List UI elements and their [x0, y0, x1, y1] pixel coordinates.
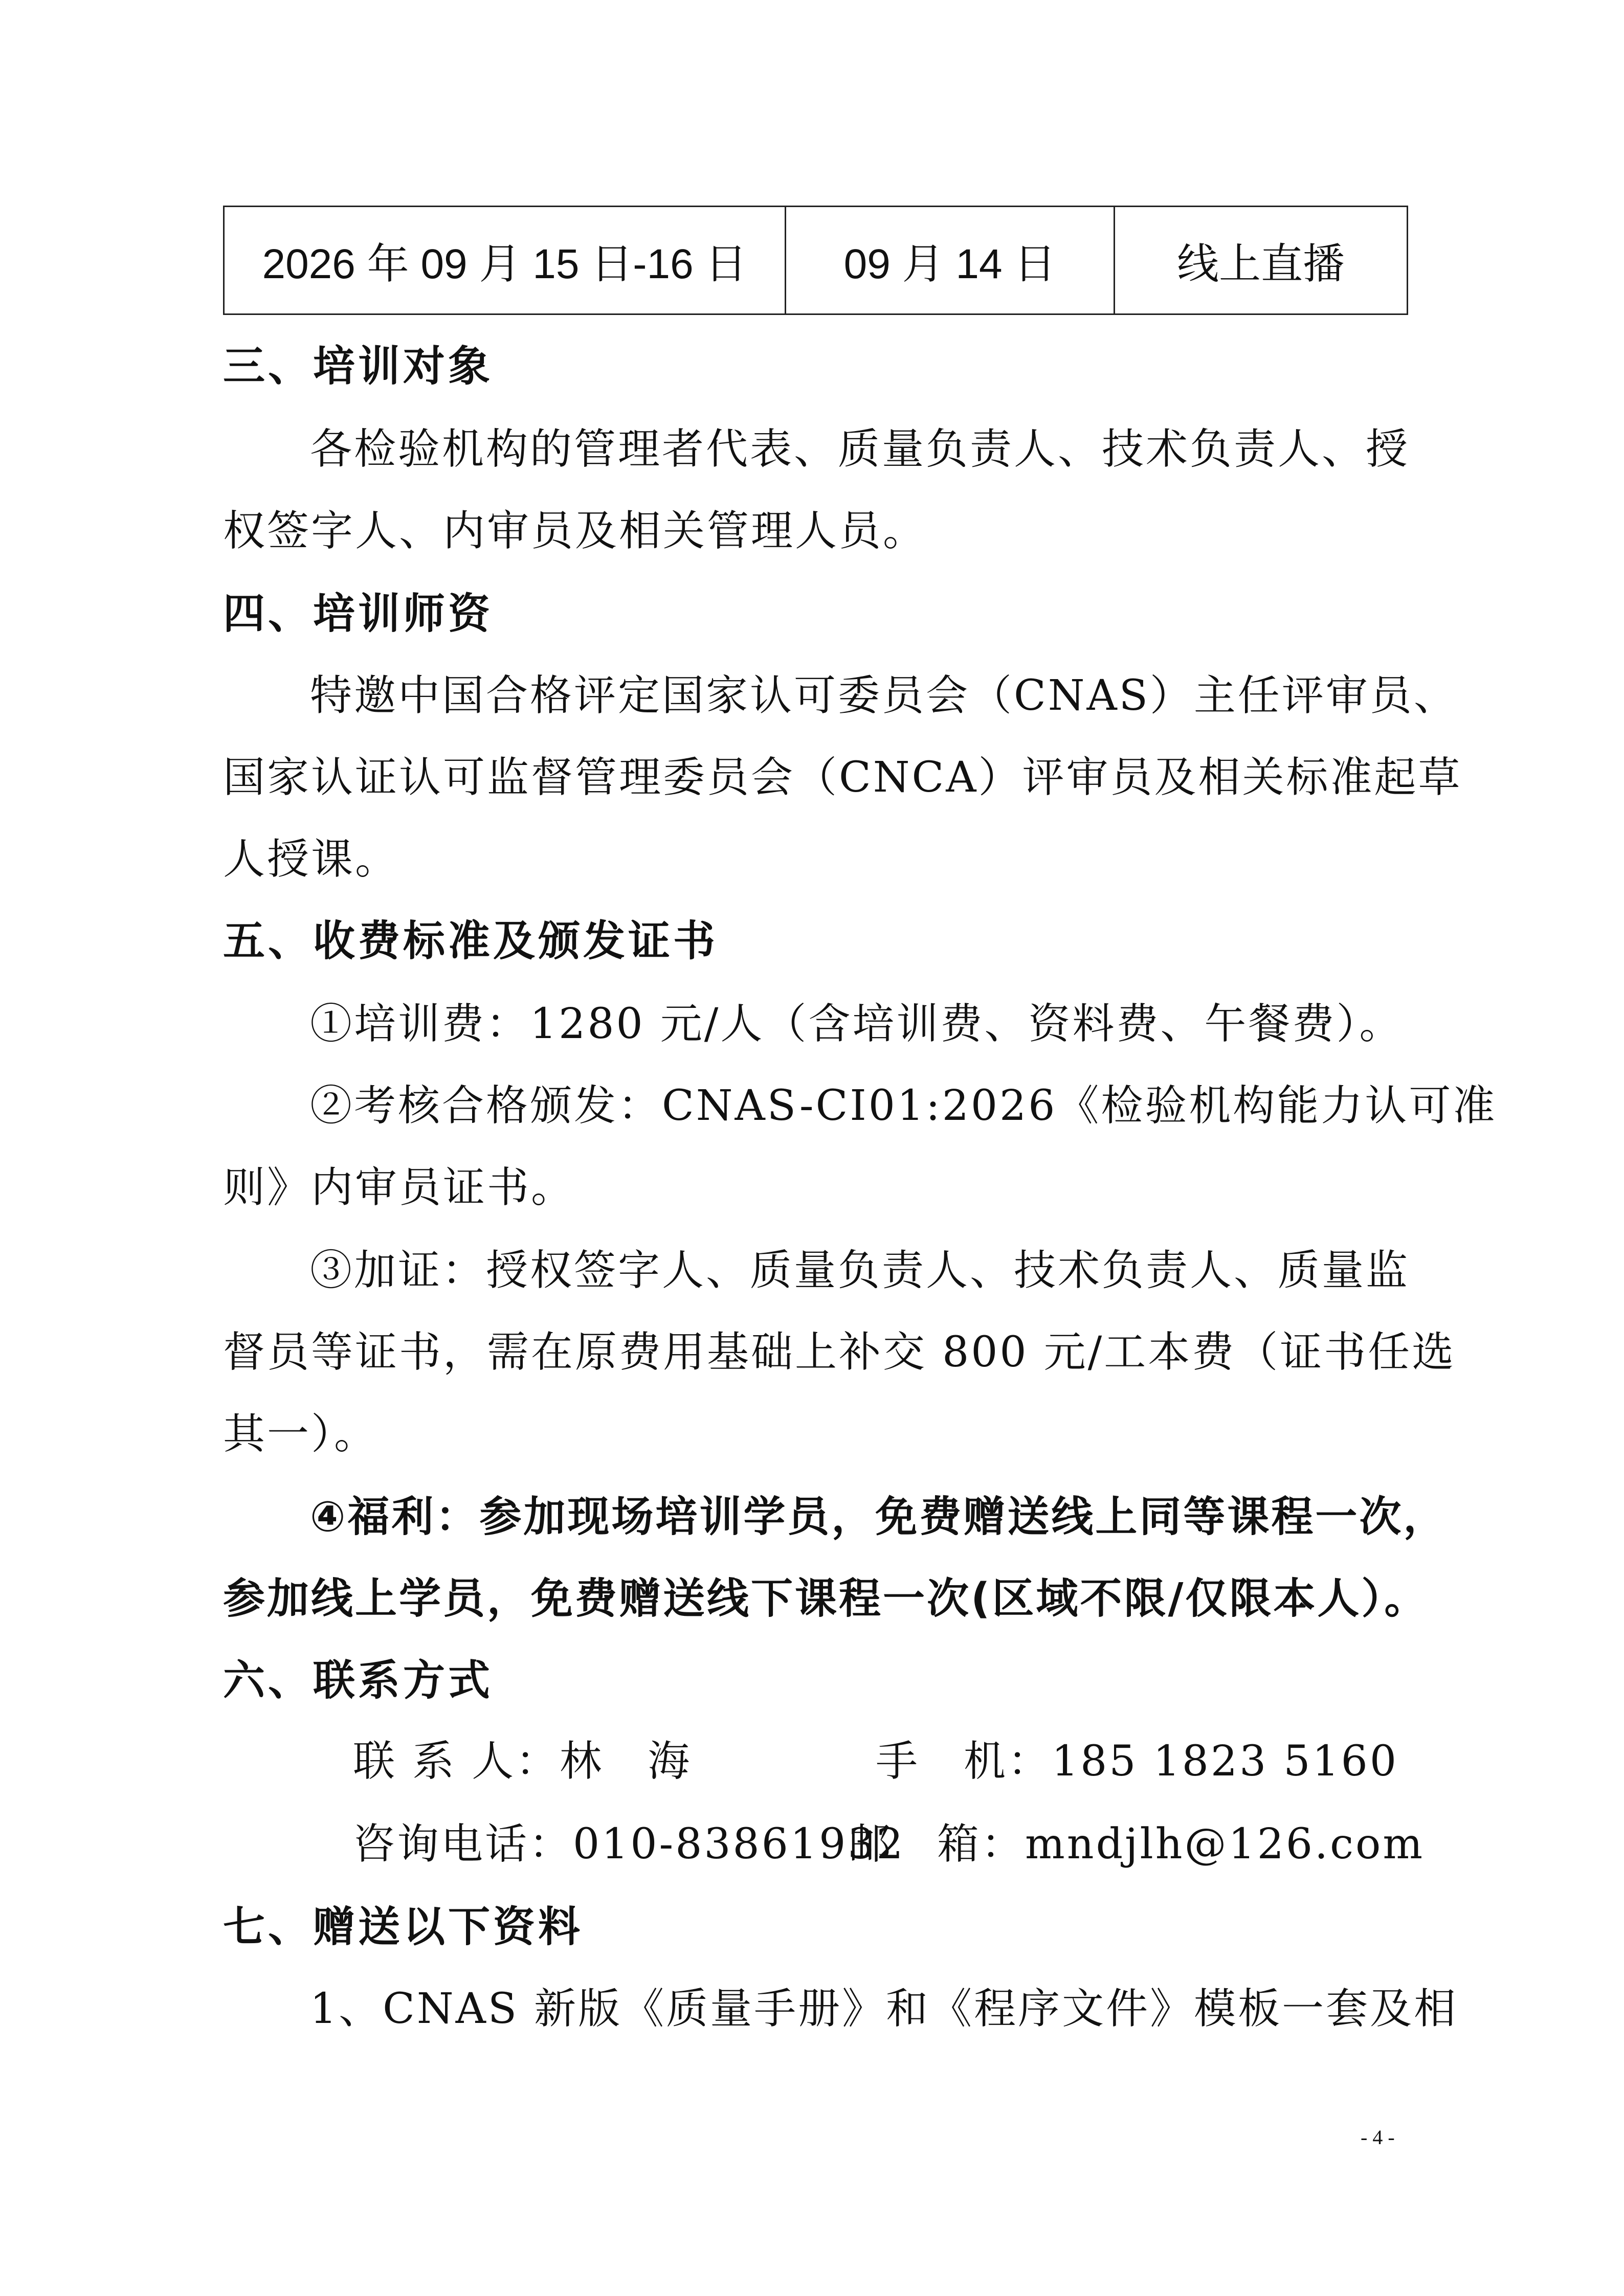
fee-item-3-line-3: 其一）。 [223, 1410, 379, 1458]
section-7-heading: 七、赠送以下资料 [223, 1903, 584, 1951]
fee-item-3-line-2: 督员等证书，需在原费用基础上补交 800 元/工本费（证书任选 [223, 1328, 1456, 1377]
section-6-heading: 六、联系方式 [223, 1656, 494, 1705]
mobile-number: 手 机：185 1823 5160 [876, 1737, 1399, 1786]
section-3-heading: 三、培训对象 [223, 342, 494, 391]
fee-item-1: ①培训费：1280 元/人（含培训费、资料费、午餐费）。 [310, 1000, 1404, 1048]
contact-email: 邮 箱：mndjlh@126.com [849, 1820, 1425, 1869]
gift-item-1: 1、CNAS 新版《质量手册》和《程序文件》模板一套及相 [310, 1985, 1458, 2033]
training-date-cell: 2026 年 09 月 15 日-16 日 [224, 207, 786, 314]
section-3-line-1: 各检验机构的管理者代表、质量负责人、技术负责人、授 [310, 425, 1410, 474]
section-3-line-2: 权签字人、内审员及相关管理人员。 [223, 507, 927, 555]
section-4-line-1: 特邀中国合格评定国家认可委员会（CNAS）主任评审员、 [310, 671, 1458, 720]
consult-phone: 咨询电话：010-83861932 [353, 1820, 905, 1869]
table-row [224, 207, 1408, 314]
fee-item-2-line-1: ②考核合格颁发：CNAS-CI01:2026《检验机构能力认可准 [310, 1082, 1497, 1130]
register-date-cell: 09 月 14 日 [786, 207, 1115, 314]
section-4-line-3: 人授课。 [223, 835, 399, 884]
section-4-line-2: 国家认证认可监督管理委员会（CNCA）评审员及相关标准起草 [223, 753, 1462, 802]
page-number: - 4 - [1361, 2126, 1395, 2149]
benefit-line-1: ④福利：参加现场培训学员，免费赠送线上同等课程一次， [310, 1493, 1448, 1541]
contact-person: 联 系 人：林 海 [353, 1737, 692, 1786]
schedule-table [223, 206, 1408, 315]
fee-item-2-line-2: 则》内审员证书。 [223, 1163, 575, 1212]
training-mode-cell: 线上直播 [1115, 207, 1408, 314]
section-5-heading: 五、收费标准及颁发证书 [223, 917, 719, 965]
benefit-line-2: 参加线上学员，免费赠送线下课程一次(区域不限/仅限本人）。 [223, 1574, 1429, 1623]
section-4-heading: 四、培训师资 [223, 590, 494, 638]
fee-item-3-line-1: ③加证：授权签字人、质量负责人、技术负责人、质量监 [310, 1246, 1410, 1295]
